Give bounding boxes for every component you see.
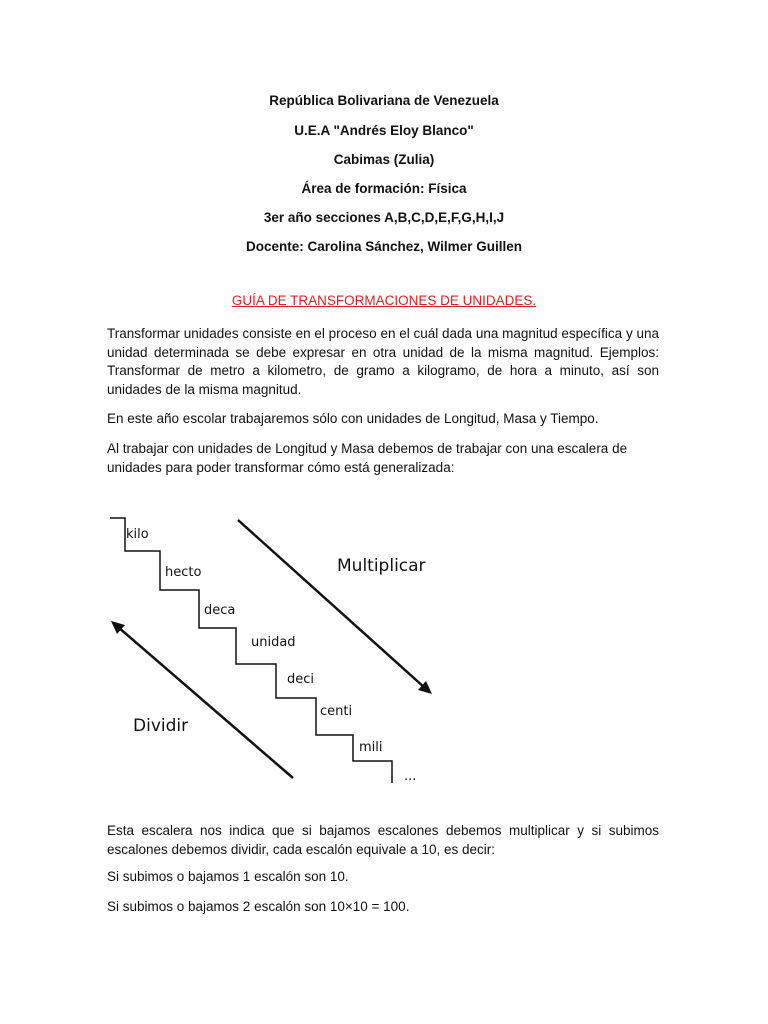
paragraph-ladder-explanation: Esta escalera nos indica que si bajamos escalones debemos multiplicar y si subimos escalones debemos dividir, cada escalón equivale a 10, es decir:: [107, 823, 659, 857]
step-label-hecto: hecto: [165, 565, 202, 580]
unit-ladder-diagram: [95, 505, 445, 785]
step-label-centi: centi: [320, 704, 353, 719]
step-label-deca: deca: [204, 603, 236, 618]
step-label-kilo: kilo: [126, 527, 149, 542]
header-subject: Área de formación: Física: [301, 181, 467, 196]
multiply-label: Multiplicar: [337, 556, 426, 576]
divide-label: Dividir: [133, 716, 189, 736]
header-school: U.E.A "Andrés Eloy Blanco": [294, 123, 474, 138]
header-sections: 3er año secciones A,B,C,D,E,F,G,H,I,J: [263, 210, 505, 225]
paragraph-scope: En este año escolar trabajaremos sólo con unidades de Longitud, Masa y Tiempo.: [107, 411, 599, 426]
header-city: Cabimas (Zulia): [333, 152, 435, 167]
step-label-ellipsis: ...: [404, 769, 417, 784]
step-label-deci: deci: [287, 672, 315, 687]
multiply-arrow-line: [238, 520, 425, 688]
document-title: GUÍA DE TRANSFORMACIONES DE UNIDADES.: [231, 293, 537, 308]
step-label-mili: mili: [359, 740, 383, 755]
header-teachers: Docente: Carolina Sánchez, Wilmer Guillen: [246, 239, 522, 254]
step-label-unidad: unidad: [251, 635, 296, 650]
paragraph-one-step: Si subimos o bajamos 1 escalón son 10.: [107, 869, 349, 884]
header-country: República Bolivariana de Venezuela: [269, 93, 499, 108]
paragraph-definition: Transformar unidades consiste en el proceso en el cuál dada una magnitud específica y una unidad determinada se debe expresar en otra unidad de la misma magnitud. Ejemplos: Transformar de metro a kilometro, de gramo a kilogramo, de hora a minuto, así son unidades de la misma magnitud.: [107, 326, 659, 397]
paragraph-ladder-intro: Al trabajar con unidades de Longitud y Masa debemos de trabajar con una escalera de unidades para poder transformar cómo está generalizada:: [107, 441, 628, 475]
paragraph-two-steps: Si subimos o bajamos 2 escalón son 10×10 = 100.: [107, 899, 410, 914]
